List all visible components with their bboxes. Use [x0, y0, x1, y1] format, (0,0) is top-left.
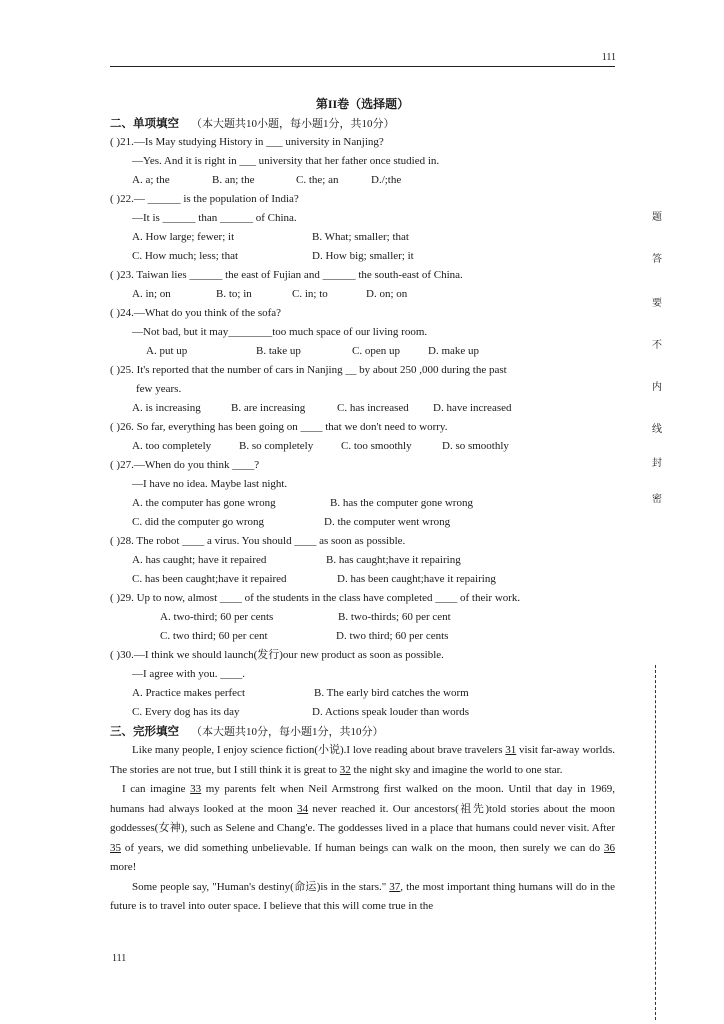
q21-option-a: A. a; the — [132, 174, 170, 186]
q29-options-row1 — [110, 608, 615, 627]
q21-option-c: C. the; an — [296, 174, 339, 186]
header-rule — [110, 66, 615, 67]
q30-options-row1 — [110, 684, 615, 703]
q23-options — [110, 285, 615, 304]
q28-option-b: B. has caught;have it repairing — [326, 554, 461, 566]
q30-option-a: A. Practice makes perfect — [132, 687, 245, 699]
q30-option-c: C. Every dog has its day — [132, 706, 240, 718]
q30-option-d: D. Actions speak louder than words — [312, 706, 470, 718]
q22-question: ( )22.— ______ is the population of India? — [110, 193, 299, 205]
q22-option-a: A. How large; fewer; it — [132, 231, 235, 243]
side-char-5: 内 — [652, 382, 662, 393]
cloze-paragraph-3: Some people say, "Human's destiny(命运)is in the stars." 37, the most important thing humans will do in the future is to travel into outer space. I believe that this will come true in the — [110, 880, 615, 912]
q26-option-d: D. so smoothly — [442, 440, 509, 452]
blank-32: 32 — [339, 763, 351, 776]
q23-option-a: A. in; on — [132, 288, 171, 300]
q29-options-row2 — [110, 627, 615, 646]
q28-option-c: C. has been caught;have it repaired — [132, 573, 287, 585]
section2-note: （本大题共10小题，每小题1分，共10分） — [191, 118, 395, 130]
side-char-1: 题 — [652, 212, 662, 223]
q24-question: ( )24.—What do you think of the sofa? — [110, 307, 282, 319]
q29-question: ( )29. Up to now, almost ____ of the students in the class have completed ____ of their work. — [110, 592, 521, 604]
seal-dashed-line — [655, 665, 656, 1020]
q27-option-b: B. has the computer gone wrong — [330, 497, 473, 509]
q26-option-c: C. too smoothly — [341, 440, 412, 452]
q21-answer: —Yes. And it is right in ___ university that her father once studied in. — [132, 155, 440, 167]
q22-options-row2 — [110, 247, 615, 266]
q25-question-cont: few years. — [136, 383, 182, 395]
side-char-4: 不 — [652, 340, 662, 351]
section2-heading — [110, 114, 615, 133]
q24-option-b: B. take up — [256, 345, 301, 357]
side-char-6: 线 — [652, 424, 662, 435]
q23-option-d: D. on; on — [366, 288, 408, 300]
q24-options — [110, 342, 615, 361]
q30-question: ( )30.—I think we should launch(发行)our new product as soon as possible. — [110, 649, 444, 661]
q26-option-b: B. so completely — [239, 440, 314, 452]
q22-option-b: B. What; smaller; that — [312, 231, 409, 243]
exam-content — [110, 95, 615, 917]
q27-option-c: C. did the computer go wrong — [132, 516, 264, 528]
q30-answer: —I agree with you. ____. — [132, 668, 246, 680]
side-char-2: 答 — [652, 254, 662, 265]
q25-option-b: B. are increasing — [231, 402, 306, 414]
q28-options-row1 — [110, 551, 615, 570]
side-char-8: 密 — [652, 494, 662, 505]
q30-options-row2 — [110, 703, 615, 722]
q25-options — [110, 399, 615, 418]
q24-option-c: C. open up — [352, 345, 400, 357]
side-char-7: 封 — [652, 458, 662, 469]
q27-option-d: D. the computer went wrong — [324, 516, 451, 528]
q25-option-a: A. is increasing — [132, 402, 201, 414]
q22-options-row1 — [110, 228, 615, 247]
blank-31: 31 — [505, 744, 517, 756]
blank-34: 34 — [297, 802, 309, 815]
q29-option-b: B. two-thirds; 60 per cent — [338, 611, 451, 623]
q22-option-c: C. How much; less; that — [132, 250, 239, 262]
q25-question: ( )25. It's reported that the number of cars in Nanjing __ by about 250 ,000 during the past — [110, 364, 507, 376]
blank-33: 33 — [190, 783, 202, 795]
q21-options — [110, 171, 615, 190]
q24-option-a: A. put up — [146, 345, 188, 357]
blank-36: 36 — [604, 841, 615, 854]
q24-option-d: D. make up — [428, 345, 480, 357]
blank-35: 35 — [110, 841, 121, 854]
q27-option-a: A. the computer has gone wrong — [132, 497, 276, 509]
blank-37: 37 — [389, 880, 401, 893]
q26-question: ( )26. So far, everything has been going on ____ that we don't need to worry. — [110, 421, 448, 433]
section3-title: 三、完形填空 — [110, 724, 179, 738]
q30-option-b: B. The early bird catches the worm — [314, 687, 469, 699]
q23-question: ( )23. Taiwan lies ______ the east of Fujian and ______ the south-east of China. — [110, 269, 463, 281]
part-title: 第II卷（选择题） — [315, 97, 410, 111]
q23-option-b: B. to; in — [216, 288, 252, 300]
q21-option-d: D./;the — [371, 174, 402, 186]
q24-answer: —Not bad, but it may________too much space of our living room. — [132, 326, 428, 338]
q26-options — [110, 437, 615, 456]
q25-option-d: D. have increased — [433, 402, 512, 414]
section2-title: 二、单项填空 — [110, 116, 179, 130]
q26-option-a: A. too completely — [132, 440, 212, 452]
cloze-paragraph-1: Like many people, I enjoy science fiction(小说).I love reading about brave travelers 31 visit far-away worlds. The stories are not true, but I still think it is great to 32 the night sky and imagine the world to one star. — [110, 744, 616, 776]
q27-options-row2 — [110, 513, 615, 532]
q22-option-d: D. How big; smaller; it — [312, 250, 414, 262]
q27-options-row1 — [110, 494, 615, 513]
q25-option-c: C. has increased — [337, 402, 409, 414]
q21-question: ( )21.—Is May studying History in ___ university in Nanjing? — [110, 136, 384, 148]
q28-options-row2 — [110, 570, 615, 589]
section3-heading — [110, 722, 615, 741]
q21-option-b: B. an; the — [212, 174, 255, 186]
q29-option-d: D. two third; 60 per cents — [336, 630, 449, 642]
q29-option-c: C. two third; 60 per cent — [160, 630, 268, 642]
q22-answer: —It is ______ than ______ of China. — [132, 212, 297, 224]
q28-option-a: A. has caught; have it repaired — [132, 554, 267, 566]
side-char-3: 要 — [652, 298, 662, 309]
q27-answer: —I have no idea. Maybe last night. — [132, 478, 288, 490]
section3-note: （本大题共10分，每小题1分，共10分） — [191, 726, 384, 738]
cloze-paragraph-2: I can imagine 33 my parents felt when Neil Armstrong first walked on the moon. Until that day in 1969, humans had always looked at the moon 34 never reached it. Our ancestors(祖先)told stories about the moon goddesses(女神), such as Selene and Chang'e. The goddesses lived in a place that humans could never visit. After 35 of years, we did something unbelievable. If human beings can walk on the moon, then surely we can do 36 more! — [110, 783, 615, 873]
q28-question: ( )28. The robot ____ a virus. You should ____ as soon as possible. — [110, 535, 406, 547]
q29-option-a: A. two-third; 60 per cents — [160, 611, 274, 623]
page-number-bottom: 111 — [112, 953, 127, 964]
q23-option-c: C. in; to — [292, 288, 328, 300]
q27-question: ( )27.—When do you think ____? — [110, 459, 260, 471]
q28-option-d: D. has been caught;have it repairing — [337, 573, 496, 585]
page-number-top: 111 — [601, 52, 616, 63]
